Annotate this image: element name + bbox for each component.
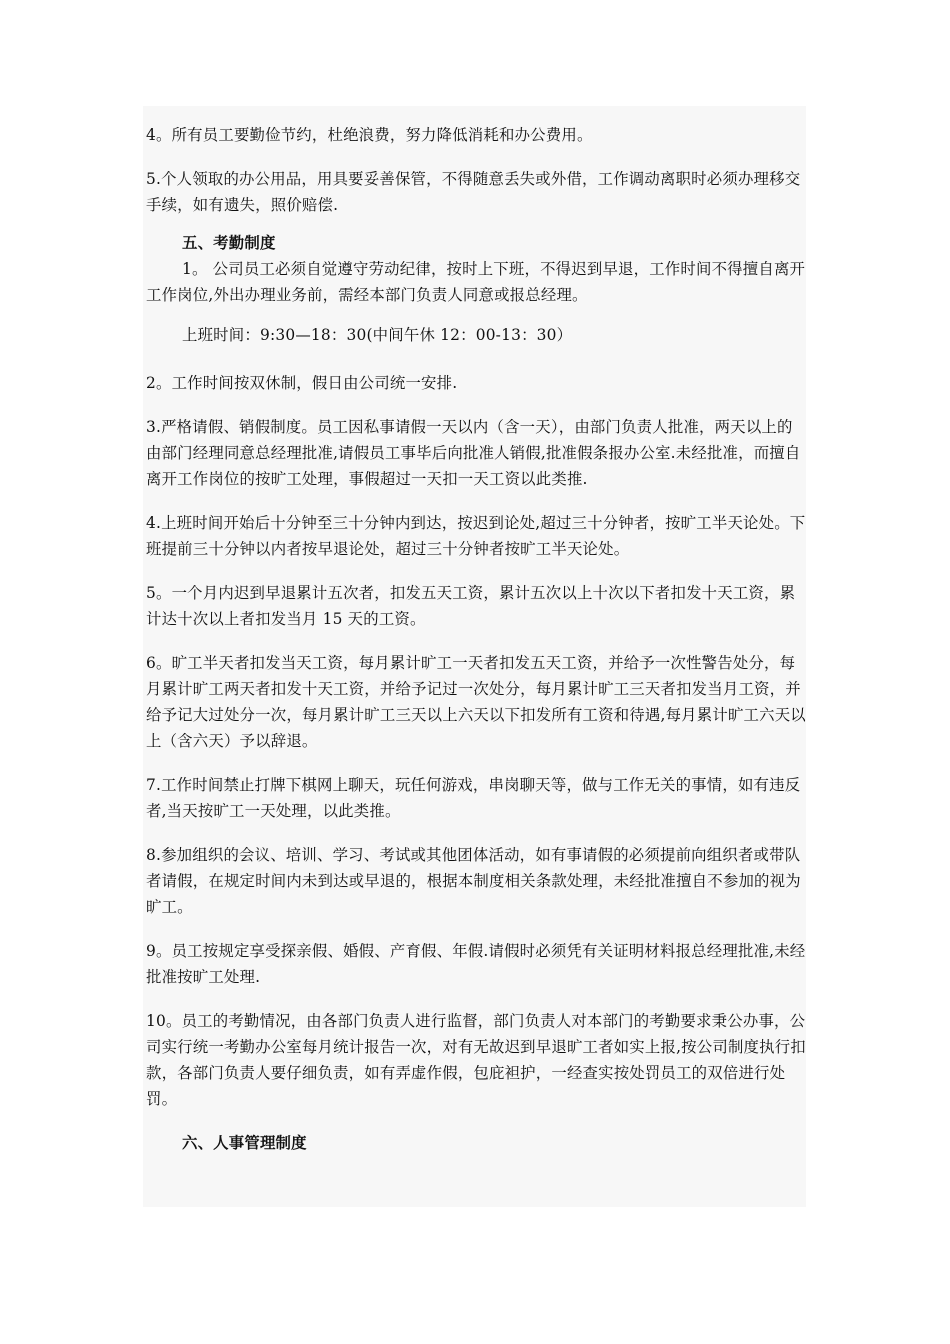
attendance-item-5: 5。一个月内迟到早退累计五次者，扣发五天工资，累计五次以上十次以下者扣发十天工资，累计达十次以上者扣发当月 15 天的工资。 bbox=[146, 584, 796, 628]
attendance-item-2: 2。工作时间按双休制，假日由公司统一安排. bbox=[146, 374, 458, 392]
attendance-item-10: 10。员工的考勤情况，由各部门负责人进行监督，部门负责人对本部门的考勤要求秉公办事，公司实行统一考勤办公室每月统计报告一次，对有无故迟到早退旷工者如实上报,按公司制度执行扣款，各部门负责人要仔细负责，如有弄虚作假，包庇袒护，一经查实按处罚员工的双倍进行处罚。 bbox=[146, 1012, 806, 1108]
paragraph-5: 5.个人领取的办公用品，用具要妥善保管，不得随意丢失或外借，工作调动离职时必须办理移交手续，如有遗失，照价赔偿. bbox=[146, 170, 801, 214]
attendance-item-4: 4.上班时间开始后十分钟至三十分钟内到达，按迟到论处,超过三十分钟者，按旷工半天论处。下班提前三十分钟以内者按早退论处，超过三十分钟者按旷工半天论处。 bbox=[146, 514, 806, 558]
attendance-item-6: 6。旷工半天者扣发当天工资，每月累计旷工一天者扣发五天工资，并给予一次性警告处分，每月累计旷工两天者扣发十天工资，并给予记过一次处分，每月累计旷工三天者扣发当月工资，并给予记大过处分一次，每月累计旷工三天以上六天以下扣发所有工资和待遇,每月累计旷工六天以上（含六天）予以辞退。 bbox=[146, 654, 806, 750]
attendance-item-7: 7.工作时间禁止打牌下棋网上聊天，玩任何游戏，串岗聊天等，做与工作无关的事情，如有违反者,当天按旷工一天处理，以此类推。 bbox=[146, 776, 801, 820]
attendance-item-9: 9。员工按规定享受探亲假、婚假、产育假、年假.请假时必须凭有关证明材料报总经理批准,未经批准按旷工处理. bbox=[146, 942, 806, 986]
section-heading-attendance: 五、考勤制度 bbox=[182, 234, 276, 252]
paragraph-4: 4。所有员工要勤俭节约，杜绝浪费，努力降低消耗和办公费用。 bbox=[146, 126, 593, 144]
work-hours: 上班时间：9:30—18：30(中间午休 12：00-13：30） bbox=[182, 326, 573, 344]
attendance-item-1: 1。 公司员工必须自觉遵守劳动纪律，按时上下班，不得迟到早退，工作时间不得擅自离开工作岗位,外出办理业务前，需经本部门负责人同意或报总经理。 bbox=[146, 260, 806, 304]
attendance-item-3: 3.严格请假、销假制度。员工因私事请假一天以内（含一天），由部门负责人批准，两天以上的由部门经理同意总经理批准,请假员工事毕后向批准人销假,批准假条报办公室.未经批准，而擅自离开工作岗位的按旷工处理，事假超过一天扣一天工资以此类推. bbox=[146, 418, 801, 488]
attendance-item-8: 8.参加组织的会议、培训、学习、考试或其他团体活动，如有事请假的必须提前向组织者或带队者请假，在规定时间内未到达或早退的，根据本制度相关条款处理，未经批准擅自不参加的视为旷工。 bbox=[146, 846, 801, 916]
document-body bbox=[146, 122, 806, 1156]
section-heading-personnel: 六、人事管理制度 bbox=[182, 1134, 307, 1152]
